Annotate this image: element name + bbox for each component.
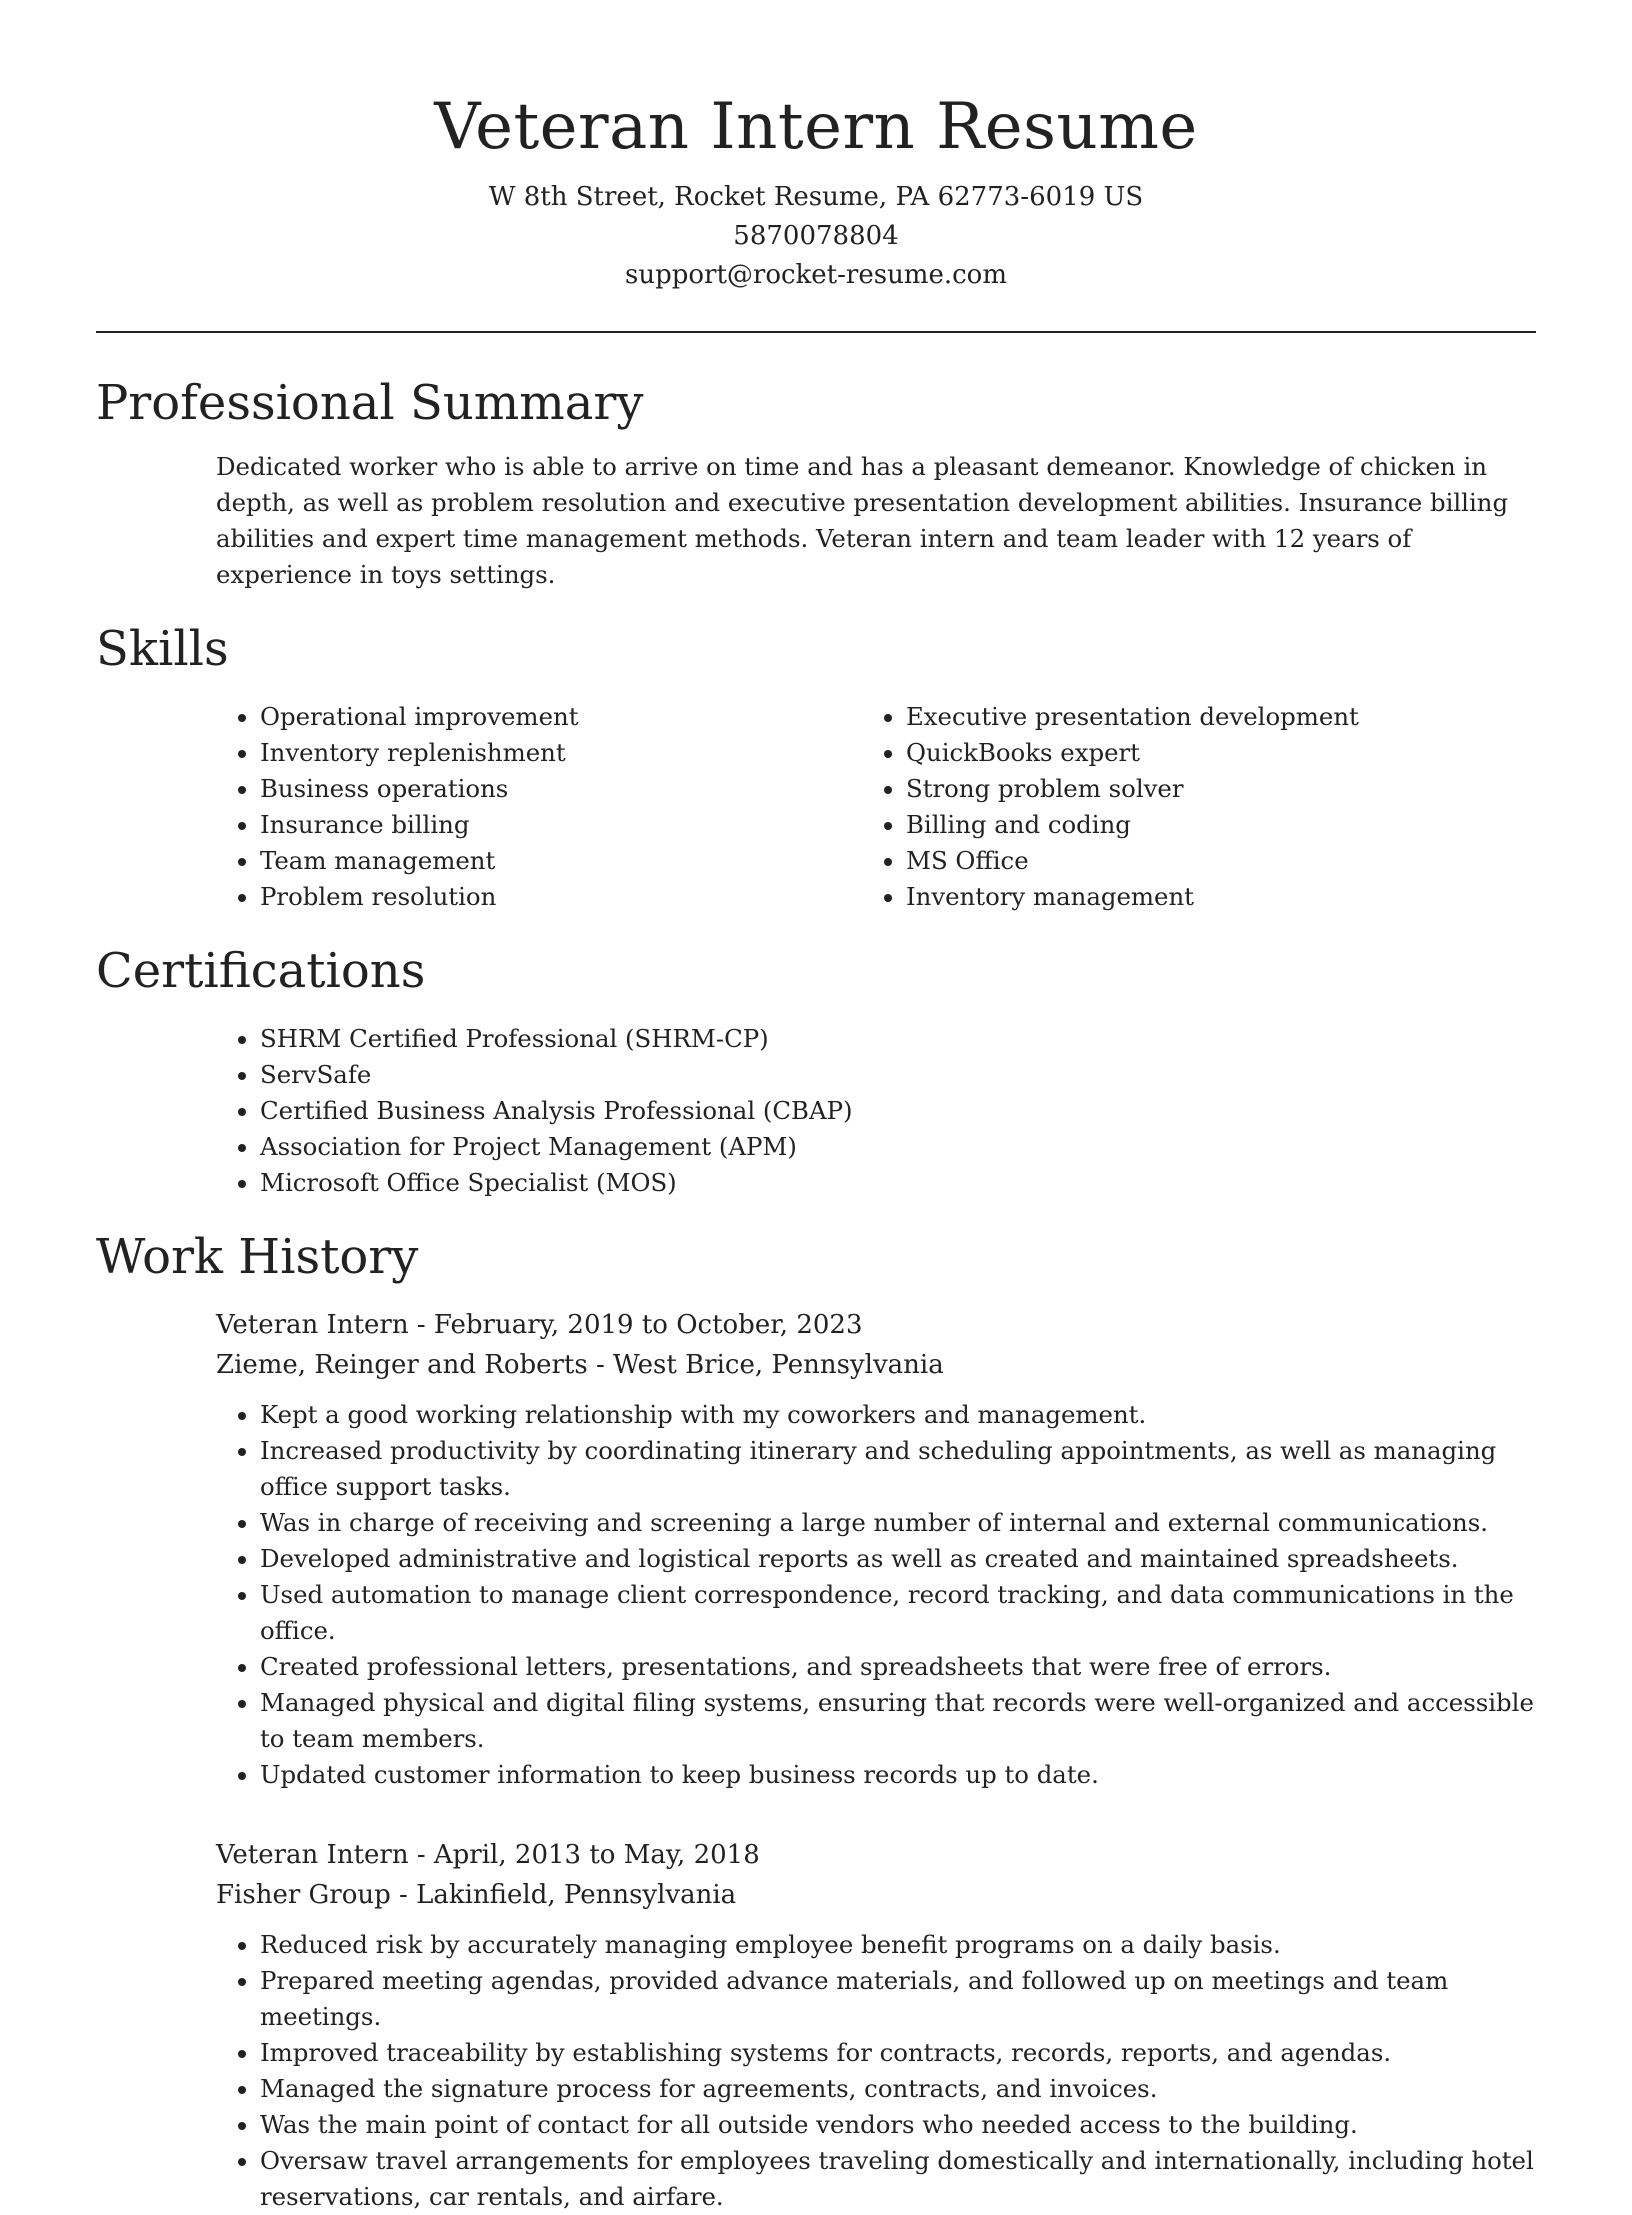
list-item: • Developed administrative and logistical reports as well as created and maintained spreadsheets.: [260, 1541, 1536, 1577]
skills-list-right: [746, 699, 1359, 915]
list-item: • Was the main point of contact for all outside vendors who needed access to the building.: [260, 2107, 1536, 2143]
job-company-location: Fisher Group - Lakinfield, Pennsylvania: [216, 1880, 737, 1910]
list-item: • Problem resolution: [260, 879, 746, 915]
list-item: • SHRM Certified Professional (SHRM-CP): [260, 1021, 1536, 1057]
certifications-section: [96, 939, 1536, 1201]
contact-block: [96, 178, 1536, 295]
job-company-location: Zieme, Reinger and Roberts - West Brice, Pennsylvania: [216, 1350, 944, 1380]
resume-title: Veteran Intern Resume: [434, 90, 1198, 164]
work-history-section: [96, 1225, 1536, 2215]
list-item: • Association for Project Management (APM): [260, 1129, 1536, 1165]
list-item: • Increased productivity by coordinating itinerary and scheduling appointments, as well as managing office support tasks.: [260, 1433, 1536, 1505]
job-duties-list: [216, 1397, 1536, 1793]
list-item: • Billing and coding: [906, 807, 1359, 843]
list-item: • Business operations: [260, 771, 746, 807]
list-item: • Updated customer information to keep business records up to date.: [260, 1757, 1536, 1793]
list-item: • Insurance billing: [260, 807, 746, 843]
list-item: • QuickBooks expert: [906, 735, 1359, 771]
list-item: • Inventory replenishment: [260, 735, 746, 771]
list-item: • Reduced risk by accurately managing employee benefit programs on a daily basis.: [260, 1927, 1536, 1963]
summary-section: [96, 371, 1536, 593]
list-item: • Executive presentation development: [906, 699, 1359, 735]
list-item: • Strong problem solver: [906, 771, 1359, 807]
job-title-dates: Veteran Intern - February, 2019 to October, 2023: [216, 1310, 863, 1340]
list-item: • Created professional letters, presentations, and spreadsheets that were free of errors.: [260, 1649, 1536, 1685]
list-item: • Managed physical and digital filing systems, ensuring that records were well-organized and accessible to team members.: [260, 1685, 1536, 1757]
list-item: • ServSafe: [260, 1057, 1536, 1093]
list-item: • MS Office: [906, 843, 1359, 879]
phone-number: 5870078804: [733, 221, 899, 251]
list-item: • Certified Business Analysis Professional (CBAP): [260, 1093, 1536, 1129]
list-item: • Was in charge of receiving and screening a large number of internal and external communications.: [260, 1505, 1536, 1541]
email-address: support@rocket-resume.com: [624, 260, 1007, 290]
list-item: • Oversaw travel arrangements for employees traveling domestically and internationally, including hotel reservations, car rentals, and airfare.: [260, 2143, 1536, 2215]
list-item: • Improved traceability by establishing systems for contracts, records, reports, and agendas.: [260, 2035, 1536, 2071]
skills-section: [96, 617, 1536, 915]
job-duties-list: [216, 1927, 1536, 2215]
list-item: • Inventory management: [906, 879, 1359, 915]
certifications-heading: Certifications: [96, 943, 426, 999]
list-item: • Managed the signature process for agreements, contracts, and invoices.: [260, 2071, 1536, 2107]
skills-heading: Skills: [96, 621, 229, 677]
header-divider: [96, 331, 1536, 333]
job-entry: [216, 1835, 1536, 2215]
skills-columns: [96, 699, 1536, 915]
list-item: • Kept a good working relationship with my coworkers and management.: [260, 1397, 1536, 1433]
resume-page: [96, 0, 1536, 2215]
list-item: • Prepared meeting agendas, provided advance materials, and followed up on meetings and team meetings.: [260, 1963, 1536, 2035]
skills-list-left: [96, 699, 746, 915]
summary-heading: Professional Summary: [96, 375, 644, 431]
list-item: • Operational improvement: [260, 699, 746, 735]
certifications-list: [96, 1021, 1536, 1201]
resume-header: [96, 0, 1536, 295]
address: W 8th Street, Rocket Resume, PA 62773-6019 US: [488, 182, 1144, 212]
job-title-dates: Veteran Intern - April, 2013 to May, 2018: [216, 1840, 760, 1870]
list-item: • Team management: [260, 843, 746, 879]
job-entry: [216, 1305, 1536, 1793]
summary-text: Dedicated worker who is able to arrive on time and has a pleasant demeanor. Knowledge of chicken in depth, as well as problem resolution and executive presentation development abilities. Insurance billing abilities and expert time management methods. Veteran intern and team leader with 12 years of experience in toys settings.: [216, 452, 1509, 589]
work-history-heading: Work History: [96, 1229, 419, 1285]
list-item: • Microsoft Office Specialist (MOS): [260, 1165, 1536, 1201]
list-item: • Used automation to manage client correspondence, record tracking, and data communications in the office.: [260, 1577, 1536, 1649]
